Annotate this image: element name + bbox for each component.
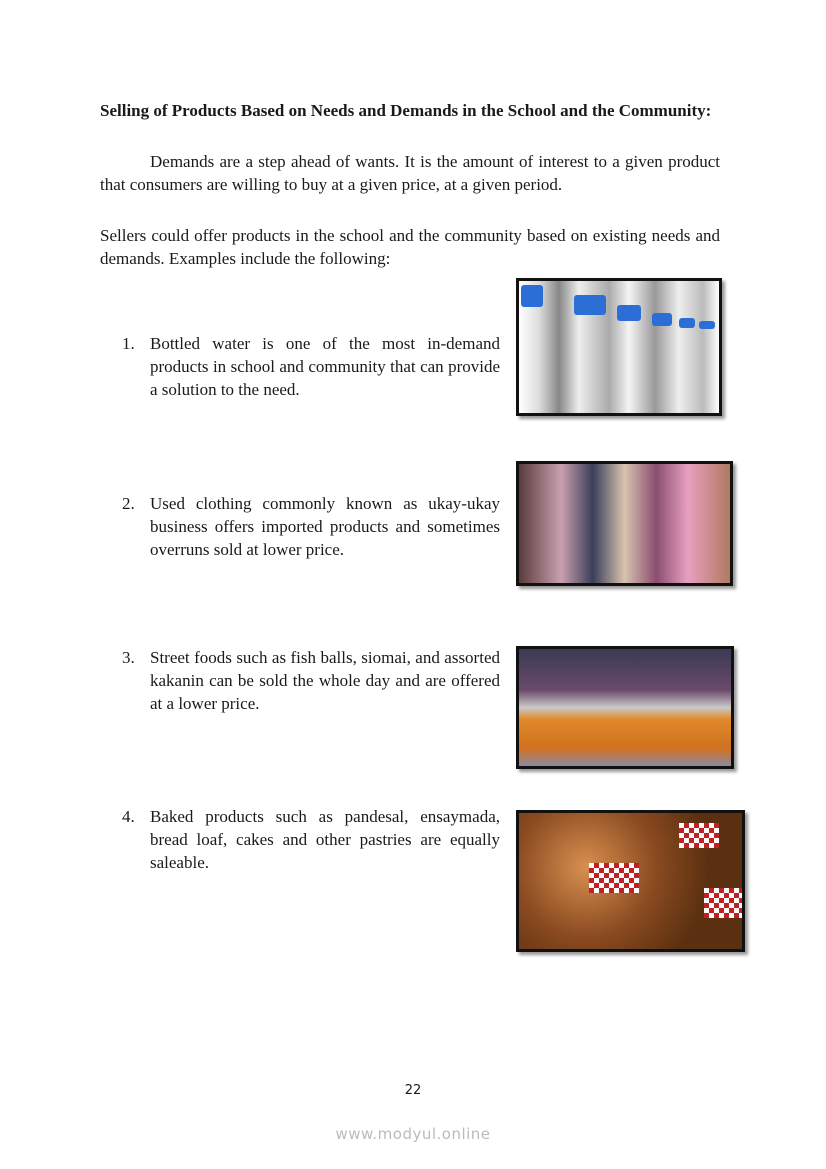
watermark: www.modyul.online: [335, 1125, 491, 1143]
street-food-image: [516, 646, 734, 769]
item-text: Used clothing commonly known as ukay-ukay business offers imported products and sometimes overruns sold at lower price.: [150, 494, 500, 559]
list-item: [122, 805, 500, 874]
item-number: 1.: [122, 334, 135, 353]
item-text: Bottled water is one of the most in-demand products in school and community that can provide a solution to the need.: [150, 334, 500, 399]
ukay-ukay-clothing-image: [516, 461, 733, 586]
item-text: Street foods such as fish balls, siomai, and assorted kakanin can be sold the whole day and are offered at a lower price.: [150, 648, 500, 713]
baked-products-image: [516, 810, 745, 952]
item-number: 3.: [122, 648, 135, 667]
list-item: [122, 646, 500, 715]
item-text: Baked products such as pandesal, ensaymada, bread loaf, cakes and other pastries are equally saleable.: [150, 807, 500, 872]
item-number: 4.: [122, 807, 135, 826]
list-item: [122, 492, 500, 561]
item-number: 2.: [122, 494, 135, 513]
page-number: 22: [404, 1083, 422, 1098]
examples-paragraph: Sellers could offer products in the school and the community based on existing needs and demands. Examples include the following:: [100, 226, 720, 268]
section-heading: Selling of Products Based on Needs and Demands in the School and the Community:: [100, 101, 712, 120]
bottled-water-image: [516, 278, 722, 416]
list-item: [122, 332, 500, 401]
intro-paragraph: Demands are a step ahead of wants. It is the amount of interest to a given product that consumers are willing to buy at a given price, at a given period.: [100, 152, 720, 194]
